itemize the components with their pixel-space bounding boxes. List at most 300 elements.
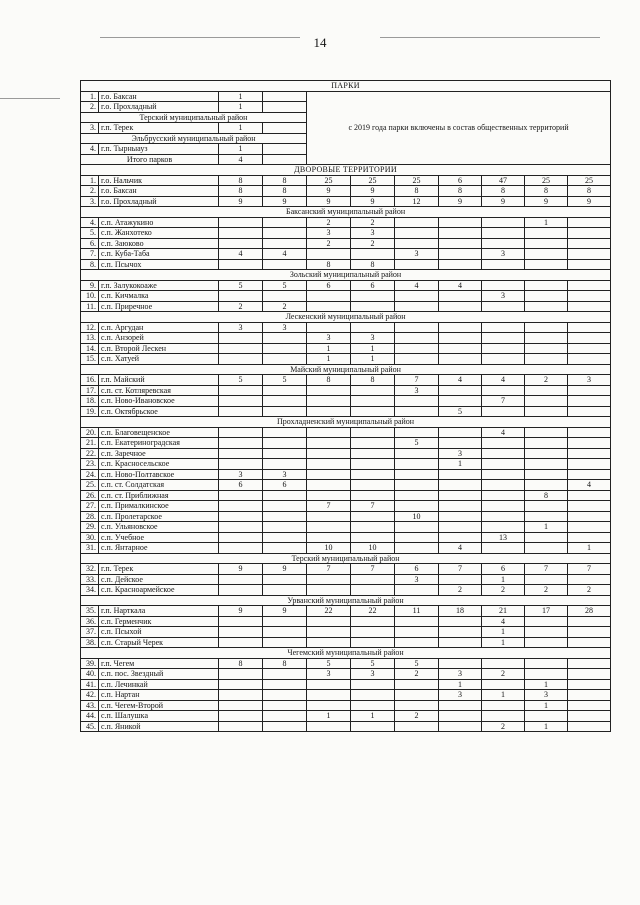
- value-cell: 10: [307, 543, 351, 554]
- value-cell: 9: [219, 606, 263, 617]
- value-cell: [482, 322, 525, 333]
- value-cell: 5: [219, 375, 263, 386]
- value-cell: [351, 469, 395, 480]
- value-cell: 9: [219, 196, 263, 207]
- empty-cell: [263, 123, 307, 134]
- table-row: [81, 543, 611, 554]
- value-cell: [351, 480, 395, 491]
- value-cell: 2: [482, 669, 525, 680]
- value-cell: 10: [395, 511, 439, 522]
- value-cell: [395, 291, 439, 302]
- table-row: [81, 616, 611, 627]
- value-cell: [395, 637, 439, 648]
- value-cell: [439, 532, 482, 543]
- row-number: 18.: [81, 396, 99, 407]
- row-number: 30.: [81, 532, 99, 543]
- value-cell: 1: [525, 522, 568, 533]
- value-cell: [525, 511, 568, 522]
- district-name: Урванский муниципальный район: [81, 595, 611, 606]
- value-cell: [307, 690, 351, 701]
- value-cell: [219, 522, 263, 533]
- value-cell: [263, 217, 307, 228]
- value-cell: [439, 333, 482, 344]
- row-number: 4.: [81, 217, 99, 228]
- value-cell: [568, 343, 611, 354]
- row-number: 20.: [81, 427, 99, 438]
- value-cell: [351, 585, 395, 596]
- value-cell: 3: [439, 669, 482, 680]
- value-cell: [525, 259, 568, 270]
- value-cell: [307, 721, 351, 732]
- park-count: 1: [219, 123, 263, 134]
- value-cell: [525, 396, 568, 407]
- row-number: 26.: [81, 490, 99, 501]
- value-cell: [219, 259, 263, 270]
- value-cell: 4: [439, 280, 482, 291]
- value-cell: 3: [307, 228, 351, 239]
- table-row: [81, 711, 611, 722]
- value-cell: [525, 501, 568, 512]
- district-name: Эльбрусский муниципальный район: [81, 133, 307, 144]
- value-cell: 3: [395, 574, 439, 585]
- value-cell: 4: [439, 543, 482, 554]
- value-cell: 6: [263, 480, 307, 491]
- value-cell: [351, 490, 395, 501]
- municipality-name: с.п. Заюково: [99, 238, 219, 249]
- district-name: Зольский муниципальный район: [81, 270, 611, 281]
- value-cell: [439, 511, 482, 522]
- value-cell: [482, 343, 525, 354]
- value-cell: [439, 249, 482, 260]
- row-number: 5.: [81, 228, 99, 239]
- table-row: [81, 595, 611, 606]
- value-cell: [395, 616, 439, 627]
- value-cell: [219, 616, 263, 627]
- municipality-name: г.п. Тырныауз: [99, 144, 219, 155]
- table-row: [81, 480, 611, 491]
- value-cell: 3: [219, 322, 263, 333]
- value-cell: [395, 501, 439, 512]
- table-row: [81, 228, 611, 239]
- value-cell: [525, 669, 568, 680]
- value-cell: [568, 406, 611, 417]
- value-cell: [439, 301, 482, 312]
- row-number: 24.: [81, 469, 99, 480]
- value-cell: 4: [395, 280, 439, 291]
- row-number: 37.: [81, 627, 99, 638]
- table-row: [81, 564, 611, 575]
- municipality-name: с.п. Анзорей: [99, 333, 219, 344]
- value-cell: [439, 522, 482, 533]
- municipality-name: с.п. Прималкинское: [99, 501, 219, 512]
- value-cell: 2: [439, 585, 482, 596]
- municipality-name: с.п. Шалушка: [99, 711, 219, 722]
- total-label: Итого парков: [81, 154, 219, 165]
- row-number: 27.: [81, 501, 99, 512]
- value-cell: [568, 459, 611, 470]
- value-cell: 2: [263, 301, 307, 312]
- value-cell: 8: [568, 186, 611, 197]
- row-number: 10.: [81, 291, 99, 302]
- value-cell: [568, 669, 611, 680]
- value-cell: [307, 249, 351, 260]
- municipality-name: с.п. Дейское: [99, 574, 219, 585]
- park-count: 1: [219, 144, 263, 155]
- value-cell: [351, 532, 395, 543]
- value-cell: [568, 427, 611, 438]
- value-cell: [482, 490, 525, 501]
- value-cell: [525, 543, 568, 554]
- district-name: Баксанский муниципальный район: [81, 207, 611, 218]
- value-cell: [263, 585, 307, 596]
- municipality-name: с.п. Второй Лескен: [99, 343, 219, 354]
- table-row: [81, 91, 611, 102]
- value-cell: 9: [439, 196, 482, 207]
- value-cell: 9: [525, 196, 568, 207]
- value-cell: [395, 354, 439, 365]
- value-cell: [395, 448, 439, 459]
- value-cell: [263, 385, 307, 396]
- value-cell: 1: [568, 543, 611, 554]
- row-number: 38.: [81, 637, 99, 648]
- value-cell: [307, 532, 351, 543]
- table-row: [81, 606, 611, 617]
- value-cell: [525, 238, 568, 249]
- value-cell: [482, 280, 525, 291]
- table-row: [81, 700, 611, 711]
- value-cell: [439, 700, 482, 711]
- value-cell: [351, 249, 395, 260]
- value-cell: [439, 291, 482, 302]
- value-cell: 9: [219, 564, 263, 575]
- value-cell: [351, 291, 395, 302]
- row-number: 25.: [81, 480, 99, 491]
- value-cell: [395, 585, 439, 596]
- value-cell: [395, 480, 439, 491]
- district-name: Майский муниципальный район: [81, 364, 611, 375]
- value-cell: [351, 700, 395, 711]
- value-cell: [395, 301, 439, 312]
- value-cell: [263, 448, 307, 459]
- district-name: Чегемский муниципальный район: [81, 648, 611, 659]
- value-cell: 9: [482, 196, 525, 207]
- value-cell: 1: [439, 679, 482, 690]
- value-cell: [351, 385, 395, 396]
- value-cell: 8: [351, 259, 395, 270]
- value-cell: [525, 406, 568, 417]
- value-cell: [263, 501, 307, 512]
- value-cell: [219, 501, 263, 512]
- row-number: 13.: [81, 333, 99, 344]
- table-row: [81, 375, 611, 386]
- municipality-name: с.п. пос. Звездный: [99, 669, 219, 680]
- municipality-name: с.п. Ново-Полтавское: [99, 469, 219, 480]
- value-cell: [395, 259, 439, 270]
- value-cell: [307, 406, 351, 417]
- value-cell: [439, 438, 482, 449]
- value-cell: [568, 490, 611, 501]
- row-number: 3.: [81, 123, 99, 134]
- value-cell: [263, 396, 307, 407]
- municipality-name: с.п. Аргудан: [99, 322, 219, 333]
- value-cell: [395, 343, 439, 354]
- table-row: [81, 658, 611, 669]
- row-number: 16.: [81, 375, 99, 386]
- value-cell: 8: [307, 375, 351, 386]
- value-cell: [482, 501, 525, 512]
- value-cell: 7: [307, 501, 351, 512]
- table-row: [81, 333, 611, 344]
- section-title-yards: ДВОРОВЫЕ ТЕРРИТОРИИ: [81, 165, 611, 176]
- value-cell: [351, 427, 395, 438]
- value-cell: 8: [263, 658, 307, 669]
- value-cell: [307, 627, 351, 638]
- value-cell: [395, 721, 439, 732]
- value-cell: [568, 301, 611, 312]
- value-cell: [307, 679, 351, 690]
- value-cell: [263, 627, 307, 638]
- value-cell: 8: [219, 658, 263, 669]
- value-cell: 9: [307, 186, 351, 197]
- value-cell: 3: [482, 291, 525, 302]
- municipality-name: с.п. Герменчик: [99, 616, 219, 627]
- empty-cell: [263, 144, 307, 155]
- value-cell: 5: [263, 280, 307, 291]
- value-cell: [568, 501, 611, 512]
- row-number: 35.: [81, 606, 99, 617]
- value-cell: [568, 721, 611, 732]
- value-cell: [439, 637, 482, 648]
- value-cell: 4: [439, 375, 482, 386]
- section-title-parks: ПАРКИ: [81, 81, 611, 92]
- value-cell: [263, 574, 307, 585]
- value-cell: [219, 354, 263, 365]
- value-cell: [525, 637, 568, 648]
- value-cell: [219, 585, 263, 596]
- value-cell: 8: [395, 186, 439, 197]
- value-cell: [525, 469, 568, 480]
- value-cell: 25: [525, 175, 568, 186]
- value-cell: [525, 301, 568, 312]
- value-cell: [307, 427, 351, 438]
- empty-cell: [263, 102, 307, 113]
- row-number: 39.: [81, 658, 99, 669]
- value-cell: 7: [568, 564, 611, 575]
- value-cell: 1: [307, 343, 351, 354]
- value-cell: [439, 574, 482, 585]
- row-number: 1.: [81, 175, 99, 186]
- value-cell: [263, 511, 307, 522]
- value-cell: [307, 574, 351, 585]
- municipality-name: с.п. Пролетарское: [99, 511, 219, 522]
- row-number: 33.: [81, 574, 99, 585]
- value-cell: 4: [219, 249, 263, 260]
- value-cell: 8: [482, 186, 525, 197]
- value-cell: [263, 637, 307, 648]
- value-cell: 3: [351, 228, 395, 239]
- municipality-name: г.п. Терек: [99, 564, 219, 575]
- value-cell: [525, 333, 568, 344]
- value-cell: [219, 669, 263, 680]
- value-cell: 2: [482, 721, 525, 732]
- value-cell: [351, 438, 395, 449]
- value-cell: 1: [525, 217, 568, 228]
- municipality-name: с.п. Куба-Таба: [99, 249, 219, 260]
- value-cell: [307, 700, 351, 711]
- municipality-name: с.п. Октябрьское: [99, 406, 219, 417]
- value-cell: [263, 354, 307, 365]
- row-number: 9.: [81, 280, 99, 291]
- park-count: 1: [219, 102, 263, 113]
- value-cell: [307, 438, 351, 449]
- value-cell: [395, 679, 439, 690]
- parks-note: с 2019 года парки включены в состав общественных территорий: [307, 91, 611, 165]
- municipality-name: с.п. Жанхотеко: [99, 228, 219, 239]
- value-cell: [525, 448, 568, 459]
- empty-cell: [263, 154, 307, 165]
- value-cell: 4: [568, 480, 611, 491]
- scan-artifact-line: [380, 37, 600, 38]
- row-number: 41.: [81, 679, 99, 690]
- table-row: [81, 364, 611, 375]
- value-cell: [219, 690, 263, 701]
- value-cell: [307, 322, 351, 333]
- value-cell: 4: [263, 249, 307, 260]
- value-cell: 3: [307, 333, 351, 344]
- municipality-name: с.п. Красноармейское: [99, 585, 219, 596]
- row-number: 32.: [81, 564, 99, 575]
- value-cell: [439, 228, 482, 239]
- value-cell: [525, 354, 568, 365]
- empty-cell: [263, 91, 307, 102]
- value-cell: [263, 490, 307, 501]
- value-cell: [568, 679, 611, 690]
- district-name: Лескенский муниципальный район: [81, 312, 611, 323]
- value-cell: [263, 700, 307, 711]
- table-row: [81, 354, 611, 365]
- value-cell: [263, 438, 307, 449]
- value-cell: [568, 711, 611, 722]
- value-cell: [482, 448, 525, 459]
- value-cell: [525, 322, 568, 333]
- value-cell: [351, 690, 395, 701]
- municipality-name: с.п. Ново-Ивановское: [99, 396, 219, 407]
- value-cell: [525, 616, 568, 627]
- municipality-name: с.п. Красносельское: [99, 459, 219, 470]
- value-cell: [568, 385, 611, 396]
- value-cell: 21: [482, 606, 525, 617]
- value-cell: [525, 280, 568, 291]
- table-row: [81, 186, 611, 197]
- value-cell: [482, 522, 525, 533]
- value-cell: [482, 438, 525, 449]
- value-cell: [395, 690, 439, 701]
- value-cell: [219, 679, 263, 690]
- value-cell: [219, 343, 263, 354]
- value-cell: [439, 396, 482, 407]
- value-cell: 6: [482, 564, 525, 575]
- table-row: [81, 438, 611, 449]
- value-cell: [263, 669, 307, 680]
- value-cell: 8: [263, 186, 307, 197]
- municipality-name: с.п. Чегем-Второй: [99, 700, 219, 711]
- value-cell: [263, 532, 307, 543]
- value-cell: 18: [439, 606, 482, 617]
- value-cell: [568, 280, 611, 291]
- value-cell: 4: [482, 375, 525, 386]
- table-row: [81, 396, 611, 407]
- value-cell: [568, 259, 611, 270]
- district-name: Терский муниципальный район: [81, 112, 307, 123]
- value-cell: [307, 396, 351, 407]
- table-row: [81, 385, 611, 396]
- value-cell: [395, 469, 439, 480]
- value-cell: [395, 396, 439, 407]
- value-cell: [263, 459, 307, 470]
- value-cell: 47: [482, 175, 525, 186]
- row-number: 42.: [81, 690, 99, 701]
- row-number: 12.: [81, 322, 99, 333]
- value-cell: [351, 301, 395, 312]
- value-cell: [219, 217, 263, 228]
- value-cell: [395, 700, 439, 711]
- value-cell: [351, 448, 395, 459]
- value-cell: [568, 469, 611, 480]
- page-number: 14: [313, 35, 327, 50]
- value-cell: [439, 721, 482, 732]
- value-cell: [439, 658, 482, 669]
- row-number: 8.: [81, 259, 99, 270]
- value-cell: [219, 637, 263, 648]
- table-row: [81, 343, 611, 354]
- value-cell: 2: [219, 301, 263, 312]
- value-cell: 1: [525, 721, 568, 732]
- value-cell: [395, 522, 439, 533]
- value-cell: 3: [307, 669, 351, 680]
- value-cell: [568, 291, 611, 302]
- value-cell: [219, 333, 263, 344]
- district-name: Прохладненский муниципальный район: [81, 417, 611, 428]
- value-cell: 9: [263, 196, 307, 207]
- value-cell: [307, 490, 351, 501]
- value-cell: [439, 343, 482, 354]
- value-cell: [482, 406, 525, 417]
- value-cell: [482, 354, 525, 365]
- table-row: [81, 270, 611, 281]
- value-cell: [219, 532, 263, 543]
- table-row: [81, 669, 611, 680]
- table-row: [81, 280, 611, 291]
- value-cell: [395, 532, 439, 543]
- value-cell: [525, 249, 568, 260]
- value-cell: 1: [307, 711, 351, 722]
- table-row: [81, 459, 611, 470]
- value-cell: 9: [263, 606, 307, 617]
- municipality-name: с.п. Старый Черек: [99, 637, 219, 648]
- district-name: Терский муниципальный район: [81, 553, 611, 564]
- value-cell: [568, 616, 611, 627]
- value-cell: [482, 459, 525, 470]
- value-cell: 3: [439, 448, 482, 459]
- municipality-name: г.п. Чегем: [99, 658, 219, 669]
- value-cell: [263, 721, 307, 732]
- value-cell: [263, 406, 307, 417]
- table-row: [81, 574, 611, 585]
- value-cell: [219, 448, 263, 459]
- value-cell: 3: [525, 690, 568, 701]
- value-cell: 7: [351, 564, 395, 575]
- value-cell: [439, 385, 482, 396]
